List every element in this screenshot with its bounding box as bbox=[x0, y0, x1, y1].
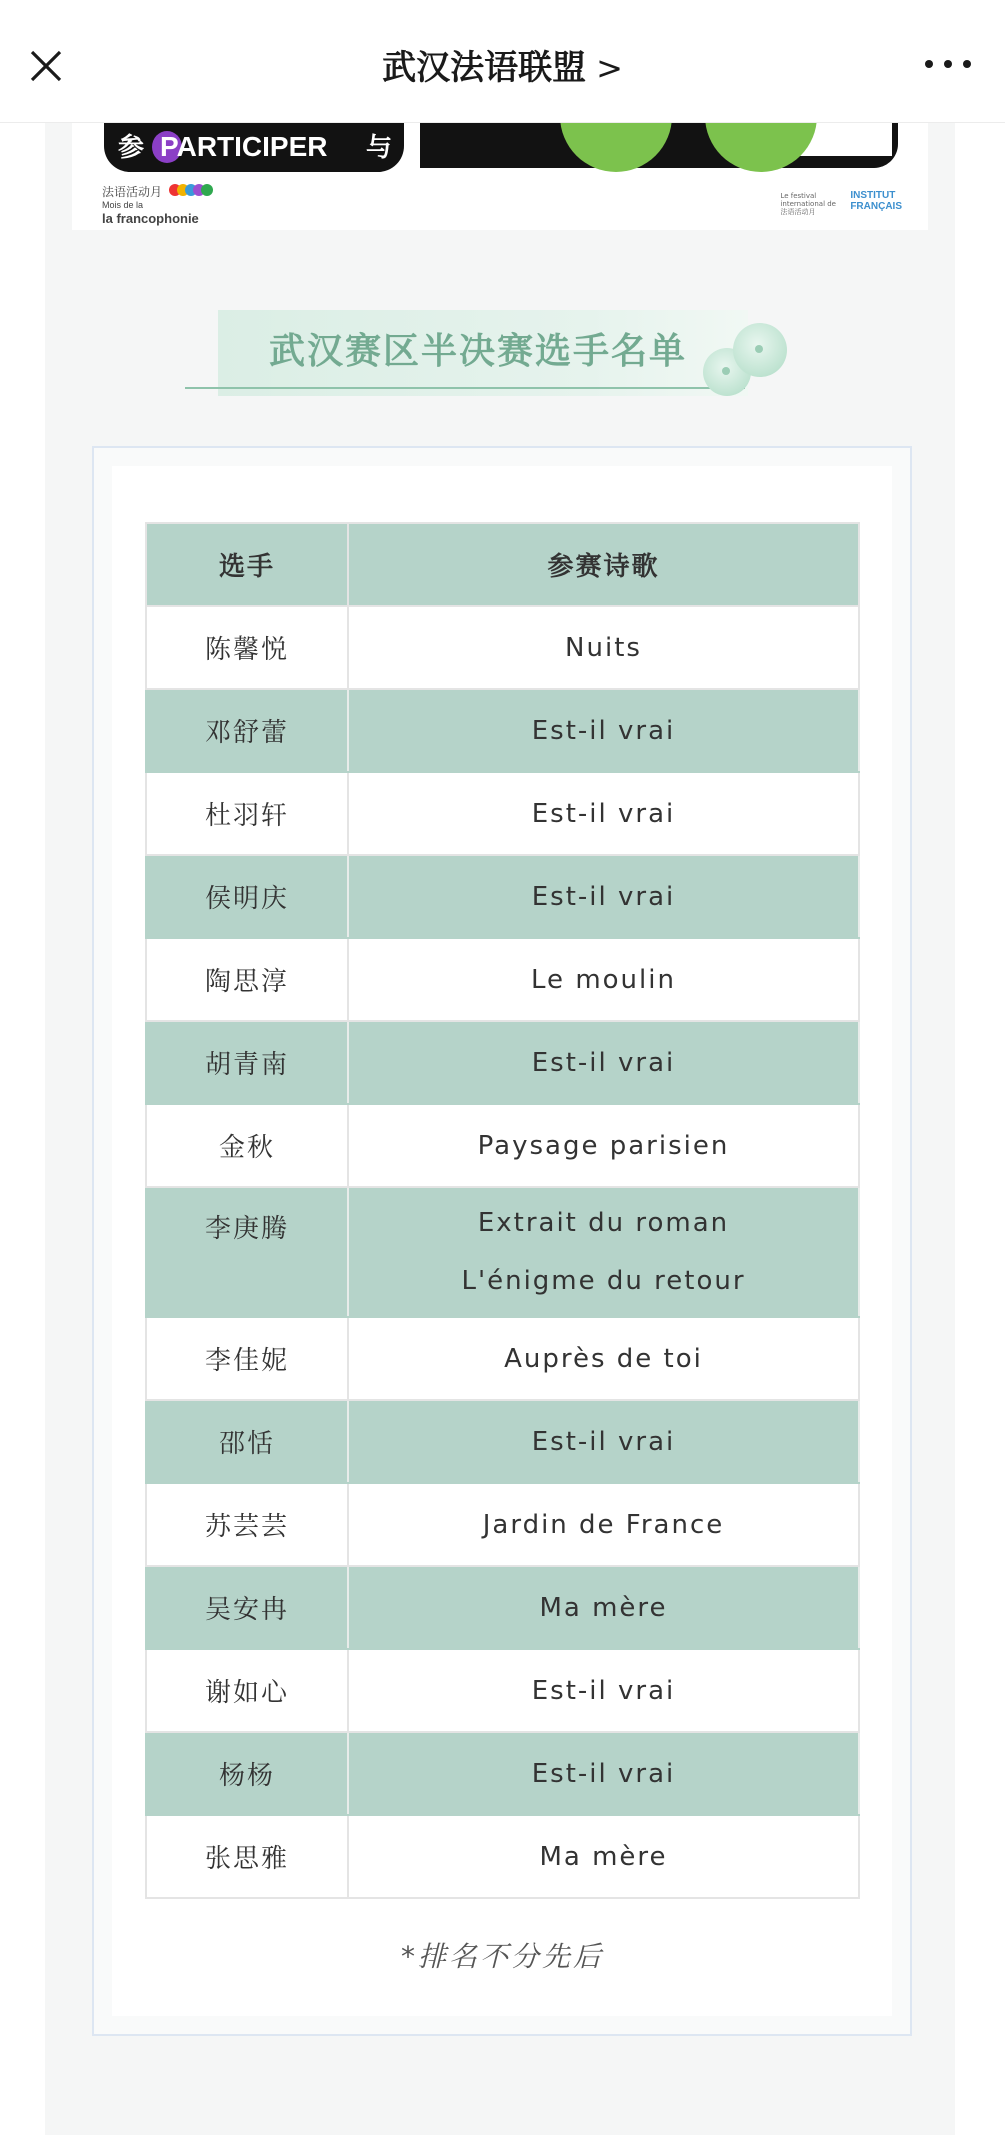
table-row bbox=[146, 1187, 859, 1317]
francophonie-cn: 法语活动月 bbox=[102, 185, 163, 199]
poem-title-line1: Extrait du roman bbox=[477, 1208, 730, 1238]
table-row bbox=[146, 772, 859, 855]
institut-bottom: FRANÇAIS bbox=[850, 201, 902, 212]
table-row bbox=[146, 1104, 859, 1187]
pill-word-rest: ARTICIPER bbox=[176, 131, 328, 162]
table-row bbox=[146, 1483, 859, 1566]
decorative-circle-icon bbox=[733, 323, 787, 377]
colored-dots-icon bbox=[165, 185, 213, 199]
chevron-right-icon: > bbox=[596, 49, 623, 87]
header-player: 选手 bbox=[146, 523, 348, 606]
table-row bbox=[146, 1649, 859, 1732]
player-name: 陈馨悦 bbox=[146, 606, 348, 689]
pill-p-letter: P bbox=[160, 131, 177, 162]
francophonie-name: la francophonie bbox=[102, 211, 199, 226]
header-poem: 参赛诗歌 bbox=[348, 523, 859, 606]
poem-title: Est-il vrai bbox=[348, 1732, 859, 1815]
poem-title: Auprès de toi bbox=[348, 1317, 859, 1400]
more-dots-icon[interactable] bbox=[925, 48, 975, 78]
poem-title: Est-il vrai bbox=[348, 855, 859, 938]
francophonie-fr: Mois de la bbox=[102, 200, 144, 210]
table-header-row bbox=[146, 523, 859, 606]
poem-title bbox=[348, 1187, 859, 1317]
banner-image bbox=[72, 122, 928, 230]
player-name: 吴安冉 bbox=[146, 1566, 348, 1649]
table-row bbox=[146, 855, 859, 938]
pill-cn-left: 参 bbox=[118, 132, 145, 162]
table-row bbox=[146, 1021, 859, 1104]
poem-title: Jardin de France bbox=[348, 1483, 859, 1566]
player-name: 杨杨 bbox=[146, 1732, 348, 1815]
player-name: 杜羽轩 bbox=[146, 772, 348, 855]
player-name: 侯明庆 bbox=[146, 855, 348, 938]
table-row bbox=[146, 1566, 859, 1649]
pill-cn-right: 与 bbox=[366, 132, 393, 162]
section-title-underline bbox=[185, 387, 745, 389]
player-name: 李佳妮 bbox=[146, 1317, 348, 1400]
poem-title: Est-il vrai bbox=[348, 1021, 859, 1104]
ranking-footnote: *排名不分先后 bbox=[400, 1940, 604, 1973]
player-name: 陶思淳 bbox=[146, 938, 348, 1021]
player-name: 金秋 bbox=[146, 1104, 348, 1187]
player-name: 张思雅 bbox=[146, 1815, 348, 1898]
player-name: 邓舒蕾 bbox=[146, 689, 348, 772]
section-title: 武汉赛区半决赛选手名单 bbox=[268, 331, 687, 372]
poem-title: Paysage parisien bbox=[348, 1104, 859, 1187]
player-name: 谢如心 bbox=[146, 1649, 348, 1732]
poem-title: Ma mère bbox=[348, 1566, 859, 1649]
poem-title-line2: L'énigme du retour bbox=[461, 1266, 746, 1296]
table-row bbox=[146, 1815, 859, 1898]
poem-title: Ma mère bbox=[348, 1815, 859, 1898]
institut-francais-logo bbox=[850, 190, 902, 212]
player-name: 胡青南 bbox=[146, 1021, 348, 1104]
top-nav-bar bbox=[0, 0, 1005, 123]
players-table bbox=[145, 522, 860, 1899]
player-name: 苏芸芸 bbox=[146, 1483, 348, 1566]
pill-word bbox=[160, 122, 328, 172]
table-row bbox=[146, 606, 859, 689]
page-title: 武汉法语联盟 bbox=[382, 48, 587, 88]
institut-top: INSTITUT bbox=[850, 190, 896, 201]
poem-title: Est-il vrai bbox=[348, 689, 859, 772]
player-name: 李庚腾 bbox=[146, 1187, 348, 1317]
table-row bbox=[146, 1317, 859, 1400]
table-row bbox=[146, 689, 859, 772]
poem-title: Nuits bbox=[348, 606, 859, 689]
table-row bbox=[146, 1400, 859, 1483]
table-row bbox=[146, 938, 859, 1021]
poem-title: Le moulin bbox=[348, 938, 859, 1021]
poem-title: Est-il vrai bbox=[348, 772, 859, 855]
festival-text: Le festival international de 法语活动月 bbox=[780, 192, 836, 216]
table-row bbox=[146, 1732, 859, 1815]
poem-title: Est-il vrai bbox=[348, 1649, 859, 1732]
account-title-link[interactable] bbox=[0, 40, 1005, 89]
francophonie-logo bbox=[102, 184, 213, 225]
poem-title: Est-il vrai bbox=[348, 1400, 859, 1483]
banner-black-bar bbox=[420, 122, 898, 168]
participer-pill bbox=[104, 122, 404, 172]
player-name: 邵恬 bbox=[146, 1400, 348, 1483]
